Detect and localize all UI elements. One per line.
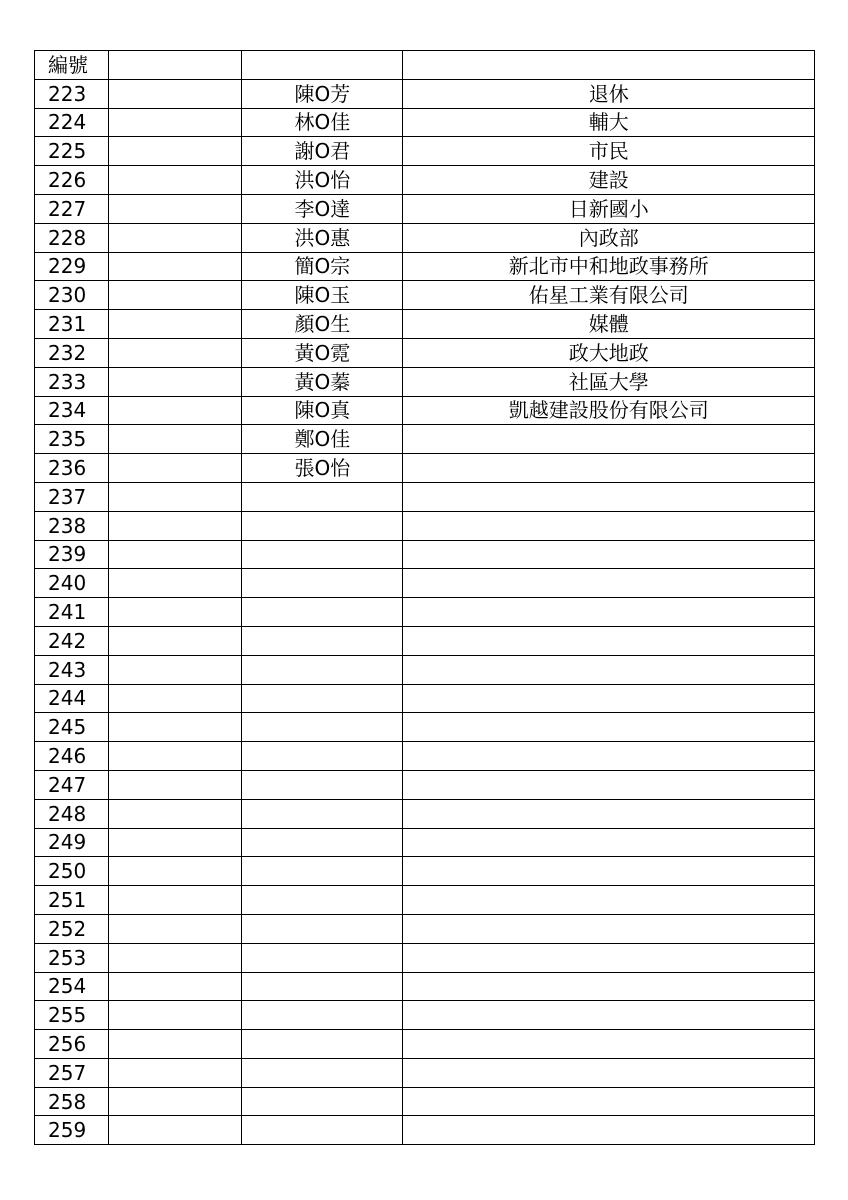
row-organization bbox=[403, 655, 815, 684]
row-organization bbox=[403, 886, 815, 915]
row-blank bbox=[109, 281, 242, 310]
row-number: 241 bbox=[35, 598, 109, 627]
row-organization: 建設 bbox=[403, 166, 815, 195]
row-number: 254 bbox=[35, 972, 109, 1001]
row-name bbox=[242, 972, 403, 1001]
table-row bbox=[35, 252, 815, 281]
row-blank bbox=[109, 943, 242, 972]
row-organization bbox=[403, 914, 815, 943]
row-organization: 社區大學 bbox=[403, 367, 815, 396]
row-name: 簡O宗 bbox=[242, 252, 403, 281]
row-name bbox=[242, 828, 403, 857]
row-organization bbox=[403, 626, 815, 655]
header-name bbox=[242, 51, 403, 80]
row-number: 244 bbox=[35, 684, 109, 713]
header-number: 編號 bbox=[35, 51, 109, 80]
row-blank bbox=[109, 1001, 242, 1030]
table-row bbox=[35, 482, 815, 511]
table-row bbox=[35, 194, 815, 223]
row-organization: 凱越建設股份有限公司 bbox=[403, 396, 815, 425]
row-number: 225 bbox=[35, 137, 109, 166]
row-organization bbox=[403, 511, 815, 540]
row-organization bbox=[403, 1001, 815, 1030]
row-number: 232 bbox=[35, 338, 109, 367]
row-blank bbox=[109, 223, 242, 252]
table-row bbox=[35, 598, 815, 627]
row-blank bbox=[109, 511, 242, 540]
row-number: 224 bbox=[35, 108, 109, 137]
row-organization bbox=[403, 770, 815, 799]
row-blank bbox=[109, 137, 242, 166]
row-name bbox=[242, 598, 403, 627]
row-number: 226 bbox=[35, 166, 109, 195]
row-name bbox=[242, 540, 403, 569]
row-name: 洪O惠 bbox=[242, 223, 403, 252]
row-blank bbox=[109, 857, 242, 886]
row-number: 230 bbox=[35, 281, 109, 310]
row-name bbox=[242, 770, 403, 799]
table-row bbox=[35, 742, 815, 771]
row-blank bbox=[109, 799, 242, 828]
table-row bbox=[35, 828, 815, 857]
row-number: 228 bbox=[35, 223, 109, 252]
row-blank bbox=[109, 655, 242, 684]
row-organization: 市民 bbox=[403, 137, 815, 166]
table-row bbox=[35, 972, 815, 1001]
row-organization bbox=[403, 684, 815, 713]
row-organization: 新北市中和地政事務所 bbox=[403, 252, 815, 281]
row-name: 謝O君 bbox=[242, 137, 403, 166]
row-organization: 佑星工業有限公司 bbox=[403, 281, 815, 310]
row-name: 林O佳 bbox=[242, 108, 403, 137]
row-number: 233 bbox=[35, 367, 109, 396]
row-blank bbox=[109, 770, 242, 799]
row-name: 李O達 bbox=[242, 194, 403, 223]
row-blank bbox=[109, 482, 242, 511]
row-number: 236 bbox=[35, 454, 109, 483]
row-blank bbox=[109, 367, 242, 396]
row-number: 235 bbox=[35, 425, 109, 454]
header-blank bbox=[109, 51, 242, 80]
row-number: 250 bbox=[35, 857, 109, 886]
row-blank bbox=[109, 713, 242, 742]
row-blank bbox=[109, 252, 242, 281]
table-row bbox=[35, 655, 815, 684]
table-row bbox=[35, 223, 815, 252]
row-blank bbox=[109, 598, 242, 627]
table-row bbox=[35, 1116, 815, 1145]
row-blank bbox=[109, 310, 242, 339]
table-row bbox=[35, 338, 815, 367]
row-name: 張O怡 bbox=[242, 454, 403, 483]
row-name: 洪O怡 bbox=[242, 166, 403, 195]
row-blank bbox=[109, 338, 242, 367]
row-blank bbox=[109, 108, 242, 137]
row-blank bbox=[109, 569, 242, 598]
table-row bbox=[35, 713, 815, 742]
row-blank bbox=[109, 1116, 242, 1145]
row-organization bbox=[403, 569, 815, 598]
row-number: 229 bbox=[35, 252, 109, 281]
row-organization: 媒體 bbox=[403, 310, 815, 339]
row-name bbox=[242, 943, 403, 972]
row-name bbox=[242, 886, 403, 915]
row-name bbox=[242, 1001, 403, 1030]
row-organization bbox=[403, 540, 815, 569]
row-blank bbox=[109, 914, 242, 943]
row-number: 243 bbox=[35, 655, 109, 684]
row-number: 223 bbox=[35, 79, 109, 108]
row-number: 256 bbox=[35, 1030, 109, 1059]
row-name: 黃O霓 bbox=[242, 338, 403, 367]
table-row bbox=[35, 1058, 815, 1087]
row-organization bbox=[403, 828, 815, 857]
table-row bbox=[35, 540, 815, 569]
row-organization bbox=[403, 598, 815, 627]
row-blank bbox=[109, 194, 242, 223]
header-organization bbox=[403, 51, 815, 80]
attendee-table bbox=[34, 50, 815, 1145]
row-blank bbox=[109, 972, 242, 1001]
row-blank bbox=[109, 684, 242, 713]
row-organization bbox=[403, 943, 815, 972]
row-number: 234 bbox=[35, 396, 109, 425]
row-number: 240 bbox=[35, 569, 109, 598]
row-blank bbox=[109, 425, 242, 454]
row-name bbox=[242, 857, 403, 886]
row-name bbox=[242, 569, 403, 598]
row-number: 251 bbox=[35, 886, 109, 915]
row-organization bbox=[403, 742, 815, 771]
row-blank bbox=[109, 828, 242, 857]
header-row bbox=[35, 51, 815, 80]
row-number: 249 bbox=[35, 828, 109, 857]
row-organization bbox=[403, 1030, 815, 1059]
table-row bbox=[35, 569, 815, 598]
row-name bbox=[242, 742, 403, 771]
table-row bbox=[35, 770, 815, 799]
table-row bbox=[35, 137, 815, 166]
row-blank bbox=[109, 1087, 242, 1116]
table-row bbox=[35, 626, 815, 655]
row-name: 黃O蓁 bbox=[242, 367, 403, 396]
row-number: 247 bbox=[35, 770, 109, 799]
row-number: 242 bbox=[35, 626, 109, 655]
row-blank bbox=[109, 454, 242, 483]
row-name bbox=[242, 799, 403, 828]
row-name bbox=[242, 655, 403, 684]
row-organization: 退休 bbox=[403, 79, 815, 108]
table-row bbox=[35, 281, 815, 310]
row-name bbox=[242, 684, 403, 713]
row-name: 鄭O佳 bbox=[242, 425, 403, 454]
row-name: 陳O芳 bbox=[242, 79, 403, 108]
table-row bbox=[35, 108, 815, 137]
row-number: 227 bbox=[35, 194, 109, 223]
table-row bbox=[35, 454, 815, 483]
table-row bbox=[35, 425, 815, 454]
table-row bbox=[35, 799, 815, 828]
table-row bbox=[35, 396, 815, 425]
row-number: 238 bbox=[35, 511, 109, 540]
table-row bbox=[35, 166, 815, 195]
row-number: 258 bbox=[35, 1087, 109, 1116]
table-row bbox=[35, 914, 815, 943]
row-organization bbox=[403, 972, 815, 1001]
row-organization: 內政部 bbox=[403, 223, 815, 252]
table-row bbox=[35, 886, 815, 915]
row-number: 252 bbox=[35, 914, 109, 943]
row-blank bbox=[109, 79, 242, 108]
row-blank bbox=[109, 742, 242, 771]
table-row bbox=[35, 511, 815, 540]
row-name bbox=[242, 511, 403, 540]
row-blank bbox=[109, 626, 242, 655]
row-number: 231 bbox=[35, 310, 109, 339]
row-blank bbox=[109, 166, 242, 195]
row-name bbox=[242, 1058, 403, 1087]
row-name bbox=[242, 1030, 403, 1059]
row-organization bbox=[403, 482, 815, 511]
row-number: 259 bbox=[35, 1116, 109, 1145]
row-name: 陳O真 bbox=[242, 396, 403, 425]
row-number: 237 bbox=[35, 482, 109, 511]
row-organization bbox=[403, 1087, 815, 1116]
row-name: 顏O生 bbox=[242, 310, 403, 339]
row-number: 239 bbox=[35, 540, 109, 569]
row-blank bbox=[109, 1058, 242, 1087]
row-name bbox=[242, 713, 403, 742]
row-name: 陳O玉 bbox=[242, 281, 403, 310]
row-blank bbox=[109, 1030, 242, 1059]
table-row bbox=[35, 684, 815, 713]
row-organization bbox=[403, 713, 815, 742]
table-row bbox=[35, 1087, 815, 1116]
attendee-table-body bbox=[35, 51, 815, 1145]
row-number: 253 bbox=[35, 943, 109, 972]
row-organization: 輔大 bbox=[403, 108, 815, 137]
table-row bbox=[35, 857, 815, 886]
row-number: 245 bbox=[35, 713, 109, 742]
table-row bbox=[35, 310, 815, 339]
row-name bbox=[242, 914, 403, 943]
row-organization: 政大地政 bbox=[403, 338, 815, 367]
table-row bbox=[35, 1030, 815, 1059]
row-number: 255 bbox=[35, 1001, 109, 1030]
row-number: 248 bbox=[35, 799, 109, 828]
row-number: 257 bbox=[35, 1058, 109, 1087]
row-organization bbox=[403, 1116, 815, 1145]
table-row bbox=[35, 943, 815, 972]
row-organization bbox=[403, 1058, 815, 1087]
row-name bbox=[242, 1116, 403, 1145]
row-organization bbox=[403, 857, 815, 886]
row-name bbox=[242, 626, 403, 655]
table-row bbox=[35, 79, 815, 108]
row-name bbox=[242, 1087, 403, 1116]
row-blank bbox=[109, 886, 242, 915]
row-organization: 日新國小 bbox=[403, 194, 815, 223]
table-row bbox=[35, 1001, 815, 1030]
row-organization bbox=[403, 454, 815, 483]
row-blank bbox=[109, 540, 242, 569]
row-name bbox=[242, 482, 403, 511]
row-organization bbox=[403, 425, 815, 454]
table-row bbox=[35, 367, 815, 396]
row-number: 246 bbox=[35, 742, 109, 771]
row-blank bbox=[109, 396, 242, 425]
row-organization bbox=[403, 799, 815, 828]
